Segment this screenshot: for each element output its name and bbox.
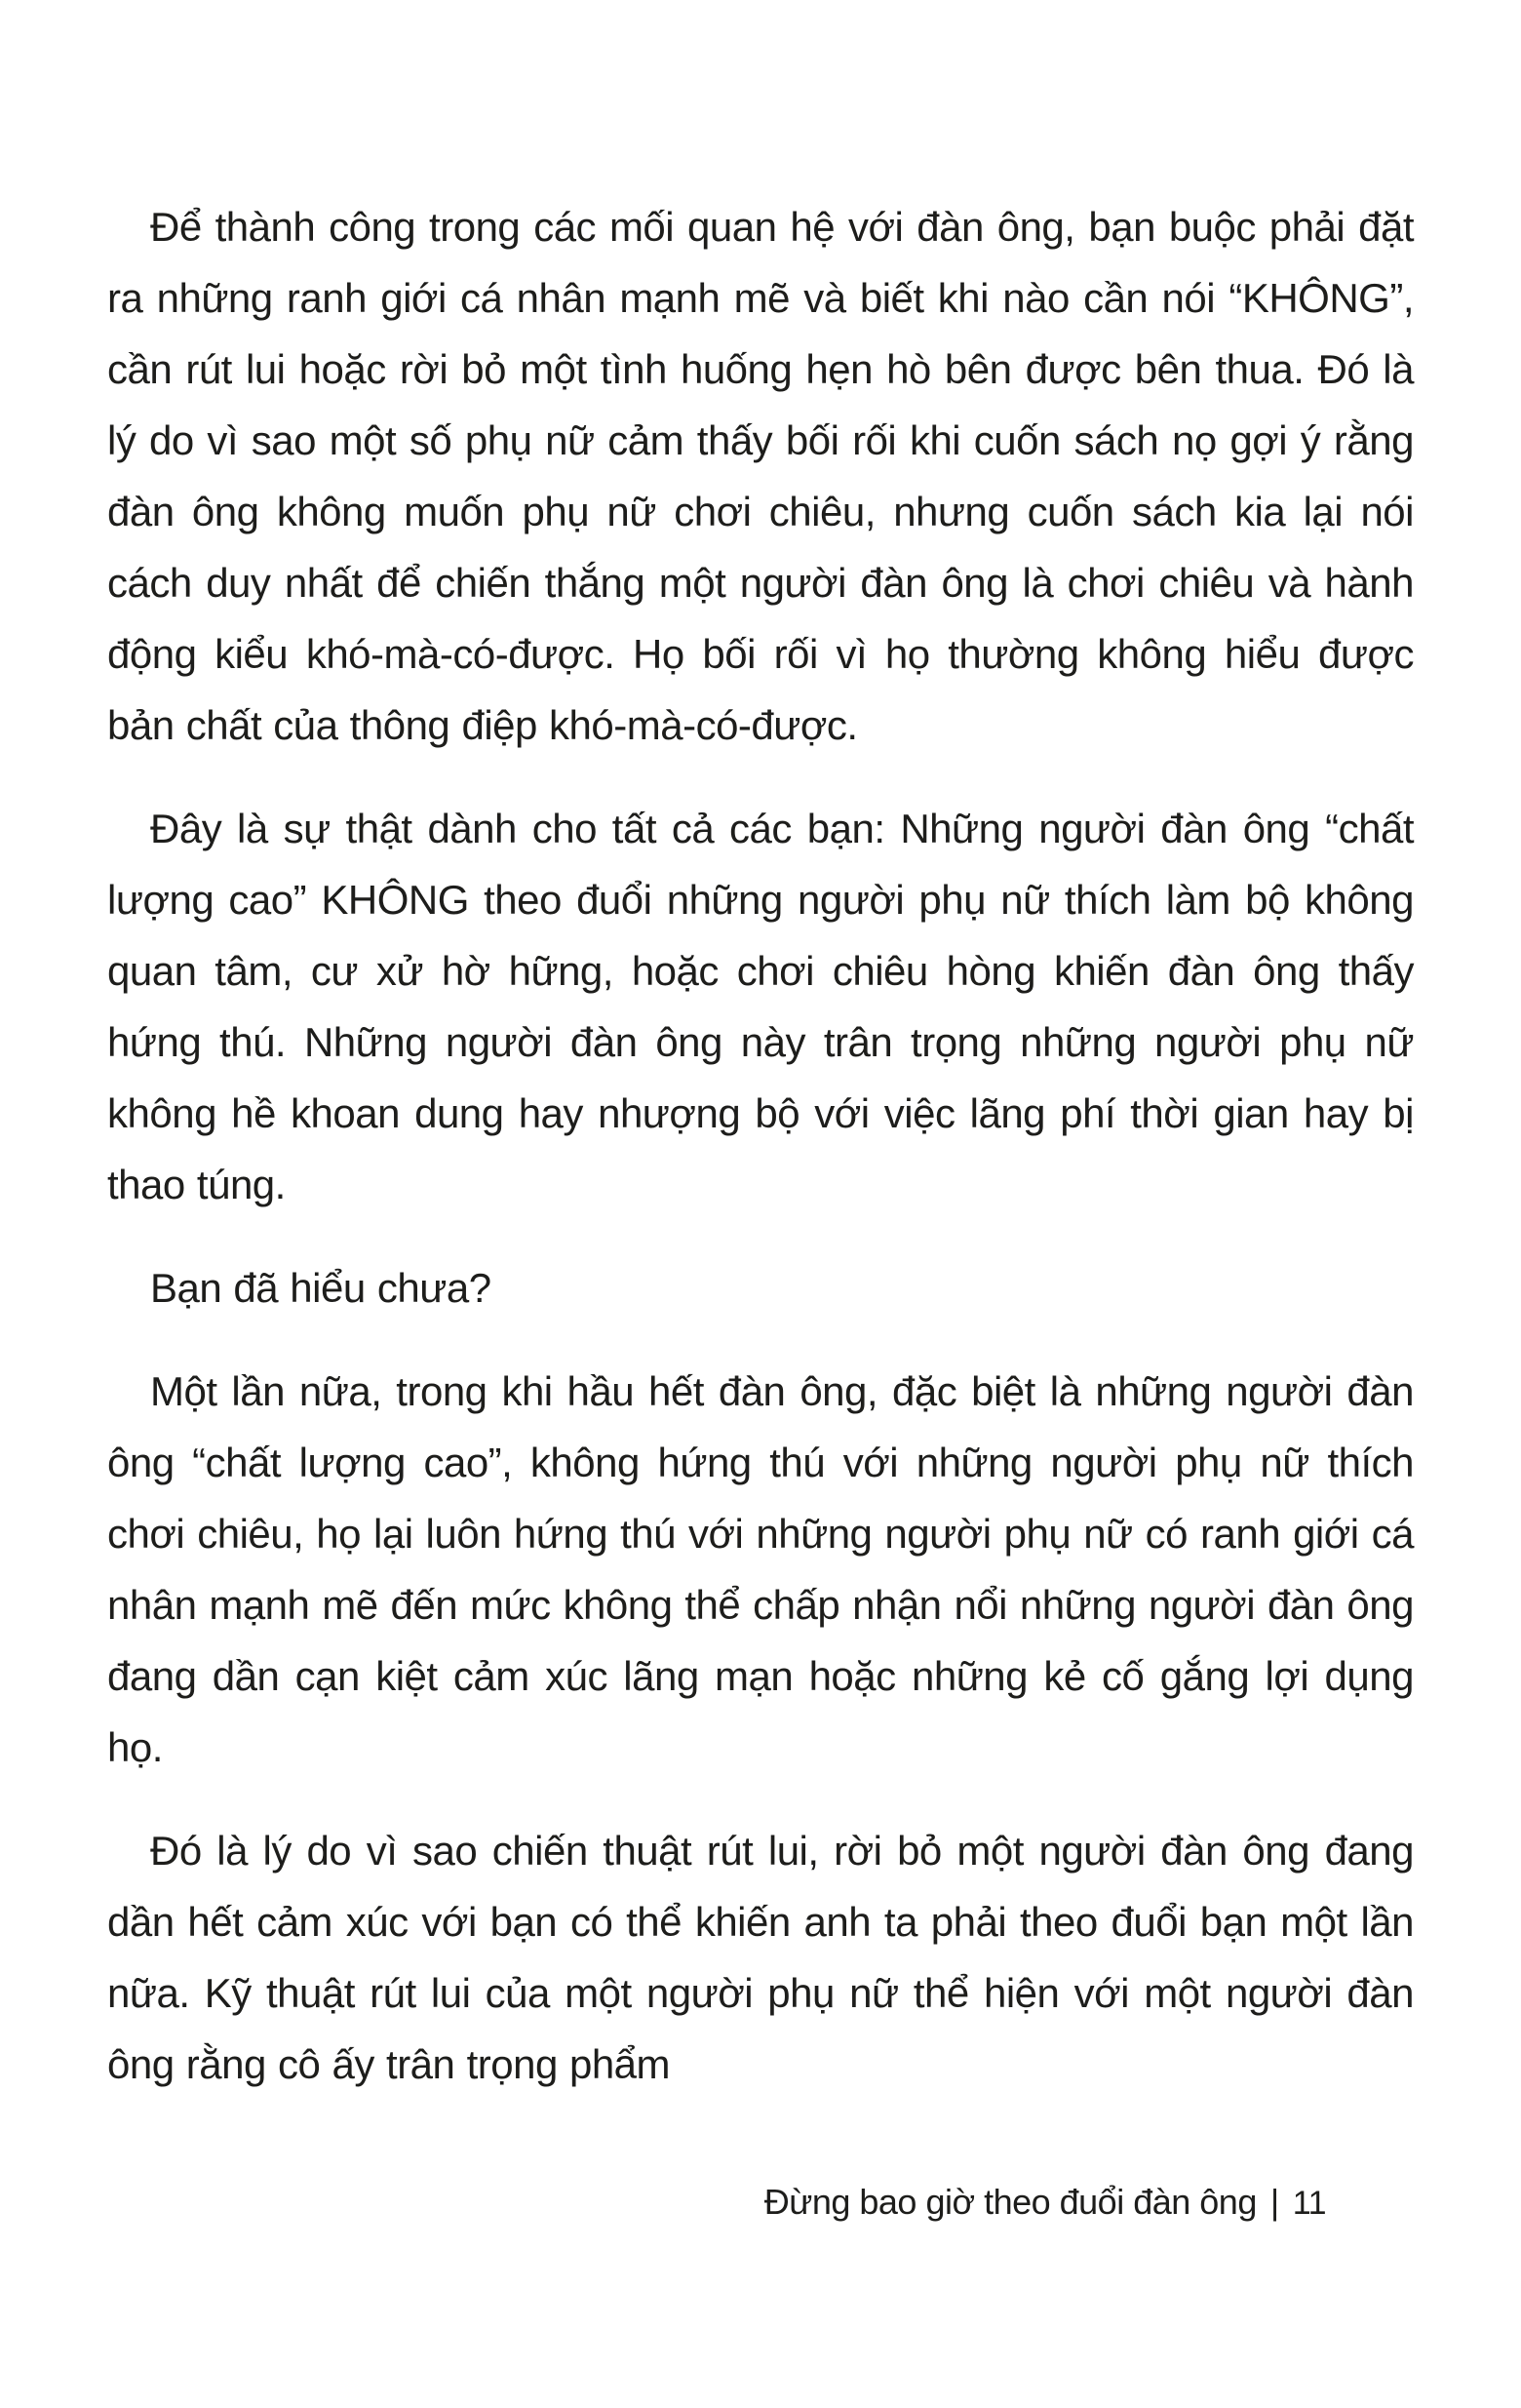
body-paragraph: Bạn đã hiểu chưa? <box>150 1265 491 1311</box>
footer-separator: | <box>1269 2182 1279 2222</box>
running-title: Đừng bao giờ theo đuổi đàn ông <box>763 2182 1257 2222</box>
body-paragraph: Đó là lý do vì sao chiến thuật rút lui, rời bỏ một người đàn ông đang dần hết cảm xúc với bạn có thể khiến anh ta phải theo đuổi bạn một lần nữa. Kỹ thuật rút lui của một người phụ nữ thể hiện với một người đàn ông rằng cô ấy trân trọng phẩm <box>107 1828 1414 2087</box>
body-paragraph: Một lần nữa, trong khi hầu hết đàn ông, đặc biệt là những người đàn ông “chất lượng cao”, không hứng thú với những người phụ nữ thích chơi chiêu, họ lại luôn hứng thú với những người phụ nữ có ranh giới cá nhân mạnh mẽ đến mức không thể chấp nhận nổi những người đàn ông đang dần cạn kiệt cảm xúc lãng mạn hoặc những kẻ cố gắng lợi dụng họ. <box>107 1368 1414 1770</box>
page-footer <box>764 2173 1326 2232</box>
body-paragraph: Để thành công trong các mối quan hệ với đàn ông, bạn buộc phải đặt ra những ranh giới cá nhân mạnh mẽ và biết khi nào cần nói “KHÔNG”, cần rút lui hoặc rời bỏ một tình huống hẹn hò bên được bên thua. Đó là lý do vì sao một số phụ nữ cảm thấy bối rối khi cuốn sách nọ gợi ý rằng đàn ông không muốn phụ nữ chơi chiêu, nhưng cuốn sách kia lại nói cách duy nhất để chiến thắng một người đàn ông là chơi chiêu và hành động kiểu khó-mà-có-được. Họ bối rối vì họ thường không hiểu được bản chất của thông điệp khó-mà-có-được. <box>107 204 1414 748</box>
page-number: 11 <box>1292 2185 1326 2222</box>
body-paragraph: Đây là sự thật dành cho tất cả các bạn: Những người đàn ông “chất lượng cao” KHÔNG theo đuổi những người phụ nữ thích làm bộ không quan tâm, cư xử hờ hững, hoặc chơi chiêu hòng khiến đàn ông thấy hứng thú. Những người đàn ông này trân trọng những người phụ nữ không hề khoan dung hay nhượng bộ với việc lãng phí thời gian hay bị thao túng. <box>107 806 1414 1207</box>
